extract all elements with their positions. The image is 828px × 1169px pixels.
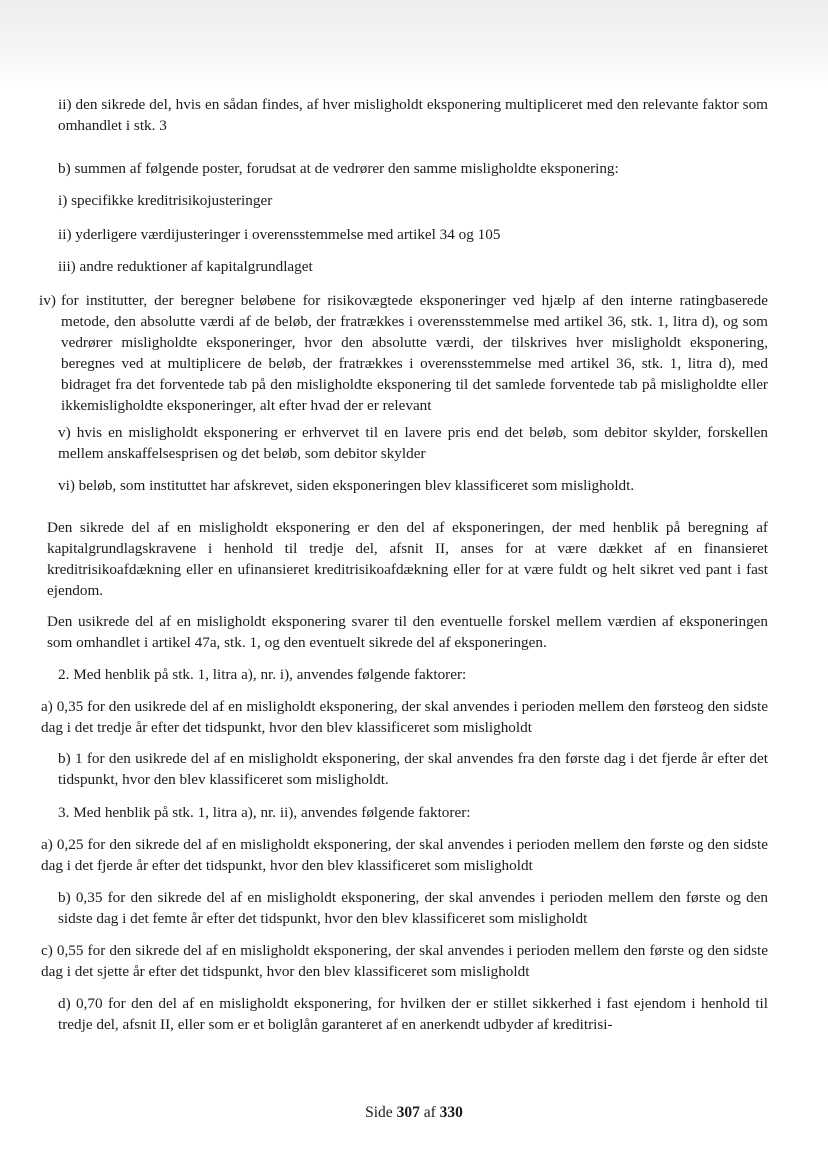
paragraph-sikrede-del: Den sikrede del af en misligholdt eksponering er den del af eksponeringen, der med henblik på beregning af kapitalgrundlagskravene i henhold til tredje del, afsnit II, anses for at være dækket af en finansieret kreditrisikoafdækning eller en ufinansieret kreditrisikoafdækning eller for at være fuldt og helt sikret ved pant i fast ejendom. [47, 519, 768, 599]
paragraph-stk2-a: a) 0,35 for den usikrede del af en misligholdt eksponering, der skal anvendes i perioden mellem den førsteog den sidste dag i det tredje år efter det tidspunkt, hvor den blev klassificeret som misligholdt [41, 698, 768, 736]
footer-of-label: af [423, 1104, 436, 1121]
paragraph-stk3-c: c) 0,55 for den sikrede del af en misligholdt eksponering, der skal anvendes i perioden mellem den første og den sidste dag i det sjette år efter det tidspunkt, hvor den blev klassificeret som misligholdt [41, 942, 768, 980]
footer-page-number: 307 [396, 1104, 420, 1121]
paragraph-iv-institutter [39, 290, 768, 416]
list-label-iv: iv) [39, 292, 56, 309]
paragraph-stk3-d: d) 0,70 for den del af en misligholdt eksponering, for hvilken der er stillet sikkerhed i fast ejendom i henhold til tredje del, afsnit II, eller som er et boliglån garanteret af en anerkendt udbyder af kreditrisi- [58, 995, 768, 1033]
paragraph-iii-andre: iii) andre reduktioner af kapitalgrundlaget [58, 258, 313, 275]
footer-total-pages: 330 [439, 1104, 463, 1121]
paragraph-stk3-a: a) 0,25 for den sikrede del af en misligholdt eksponering, der skal anvendes i perioden mellem den første og den sidste dag i det fjerde år efter det tidspunkt, hvor den blev klassificeret som misligholdt [41, 836, 768, 874]
paragraph-iv-text: for institutter, der beregner beløbene for risikovægtede eksponeringer ved hjælp af den interne ratingbaserede metode, den absolutte værdi af de beløb, der fratrækkes i overensstemmelse med artikel 36, stk. 1, litra d), og som vedrører misligholdte eksponeringer, hvor den absolutte værdi, der tilskrives hver misligholdt eksponering, beregnes ved at multiplicere de beløb, der fratrækkes i overensstemmelse med artikel 36, stk. 1, litra d), med bidraget fra det forventede tab på den misligholdte eksponering til det samlede forventede tab på misligholdte eller ikkemisligholdte eksponeringer, alt efter hvad der er relevant [61, 292, 768, 414]
page-footer [0, 1104, 828, 1122]
paragraph-i-specifikke: i) specifikke kreditrisikojusteringer [58, 192, 273, 209]
paragraph-stk2-intro: 2. Med henblik på stk. 1, litra a), nr. i), anvendes følgende faktorer: [58, 666, 467, 683]
paragraph-usikrede-del: Den usikrede del af en misligholdt eksponering svarer til den eventuelle forskel mellem værdien af eksponeringen som omhandlet i artikel 47a, stk. 1, og den eventuelt sikrede del af eksponeringen. [47, 613, 768, 651]
footer-side-label: Side [365, 1104, 393, 1121]
paragraph-b-summen: b) summen af følgende poster, forudsat at de vedrører den samme misligholdte eksponering: [58, 160, 619, 177]
paragraph-v-hvis: v) hvis en misligholdt eksponering er erhvervet til en lavere pris end det beløb, som debitor skylder, forskellen mellem anskaffelsesprisen og det beløb, som debitor skylder [58, 424, 768, 462]
paragraph-stk2-b: b) 1 for den usikrede del af en misligholdt eksponering, der skal anvendes fra den første dag i det fjerde år efter det tidspunkt, hvor den blev klassificeret som misligholdt. [58, 750, 768, 788]
paragraph-ii-sikrede-del: ii) den sikrede del, hvis en sådan findes, af hver misligholdt eksponering multipliceret med den relevante faktor som omhandlet i stk. 3 [58, 96, 768, 134]
paragraph-vi-beloeb: vi) beløb, som instituttet har afskrevet, siden eksponeringen blev klassificeret som misligholdt. [58, 477, 635, 494]
paragraph-ii-yderligere: ii) yderligere værdijusteringer i overensstemmelse med artikel 34 og 105 [58, 226, 501, 243]
paragraph-stk3-b: b) 0,35 for den sikrede del af en misligholdt eksponering, der skal anvendes i perioden mellem den første og den sidste dag i det femte år efter det tidspunkt, hvor den blev klassificeret som misligholdt [58, 889, 768, 927]
paragraph-stk3-intro: 3. Med henblik på stk. 1, litra a), nr. ii), anvendes følgende faktorer: [58, 804, 471, 821]
